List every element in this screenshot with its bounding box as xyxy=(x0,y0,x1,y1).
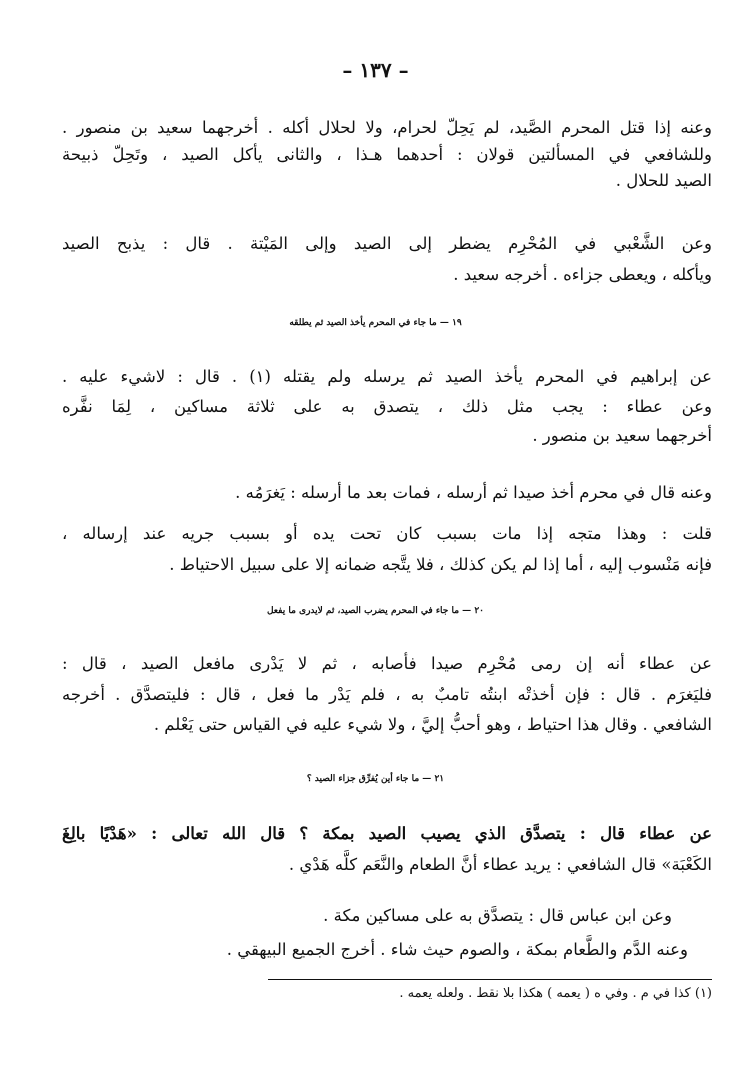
section-heading: ٢٠ — ما جاء في المحرم يضرب الصيد، ثم لايدرى ما يفعل xyxy=(266,606,484,616)
text-line: وللشافعي في المسألتين قولان : أحدهما هـذا ، والثانى يأكل الصيد ، وتَحِلّ ذبيحة xyxy=(62,144,712,164)
paragraph xyxy=(62,824,712,875)
text-line: فليَغرَم . قال : فإن أخذتْه ابنتُه تامبٌ به ، فلم يَدْر ما فعل ، قال : فليتصدَّق . أخرجه xyxy=(62,684,712,704)
text-line: وعن عطاء : يجب مثل ذلك ، يتصدق به على ثلاثة مساكين ، لِمَا نفَّره xyxy=(62,396,712,416)
text-line: وعنه قال في محرم أخذ صيدا ثم أرسله ، فمات بعد ما أرسله : يَغرَمُه . xyxy=(235,483,712,502)
text-line: الصيد للحلال . xyxy=(615,171,712,191)
text-line: قلت : وهذا متجه إذا مات بسبب كان تحت يده أو بسبب جريه عند إرساله ، xyxy=(62,524,712,543)
paragraph xyxy=(62,234,712,285)
text-line: وعن الشَّعْبي في المُحْرِم يضطر إلى الصيد وإلى المَيْتة . قال : يذبح الصيد xyxy=(62,234,712,253)
text-line: وعنه الدَّم والطَّعام بمكة ، والصوم حيث شاء . أخرج الجميع البيهقي . xyxy=(226,940,688,959)
page-number: – ١٣٧ – xyxy=(342,58,409,82)
paragraph xyxy=(62,906,712,927)
text-line: وعن ابن عباس قال : يتصدَّق به على مساكين مكة . xyxy=(323,906,672,925)
paragraph xyxy=(62,654,712,736)
paragraph xyxy=(62,483,712,504)
text-line: وعنه إذا قتل المحرم الصَّيد، لم يَحِلّ لحرام، ولا لحلال أكله . أخرجهما سعيد بن منصور . xyxy=(62,118,712,137)
text-line: فإنه مَنْسوب إليه ، أما إذا لم يكن كذلك ، فلا يتَّجه ضمانه إلا على سبيل الاحتياط . xyxy=(169,554,712,574)
paragraph xyxy=(62,940,712,961)
text-line: أخرجهما سعيد بن منصور . xyxy=(532,426,712,446)
section-heading: ٢١ — ما جاء أين يُفرِّق جزاء الصيد ؟ xyxy=(306,774,445,784)
paragraph xyxy=(62,524,712,575)
text-line: الكَعْبَة» قال الشافعي : يريد عطاء أنَّ الطعام والنَّعَم كلَّه هَدْي . xyxy=(288,854,712,874)
text-line: الشافعي . وقال هذا احتياط ، وهو أحبُّ إليَّ ، ولا شيء عليه في القياس حتى يَعْلم . xyxy=(153,715,712,735)
text-line: عن عطاء أنه إن رمى مُحْرِم صيدا فأصابه ، ثم لا يَدْرى مافعل الصيد ، قال : xyxy=(62,654,712,673)
footnote: (١) كذا في م . وفي ه ( يعمه ) هكذا بلا نقط . ولعله يعمه . xyxy=(399,986,712,1001)
section-heading: ١٩ — ما جاء في المحرم يأخذ الصيد ثم يطلقه xyxy=(289,318,462,328)
text-line: ويأكله ، ويعطى جزاءه . أخرجه سعيد . xyxy=(453,264,712,284)
footnote-divider xyxy=(268,979,712,980)
text-line: عن إبراهيم في المحرم يأخذ الصيد ثم يرسله ولم يقتله (١) . قال : لاشيء عليه . xyxy=(62,367,712,386)
paragraph xyxy=(62,118,712,192)
paragraph xyxy=(62,367,712,447)
text-line: عن عطاء قال : يتصدَّق الذي يصيب الصيد بمكة ؟ قال الله تعالى : «هَدْيًا بالِغَ xyxy=(62,824,712,843)
